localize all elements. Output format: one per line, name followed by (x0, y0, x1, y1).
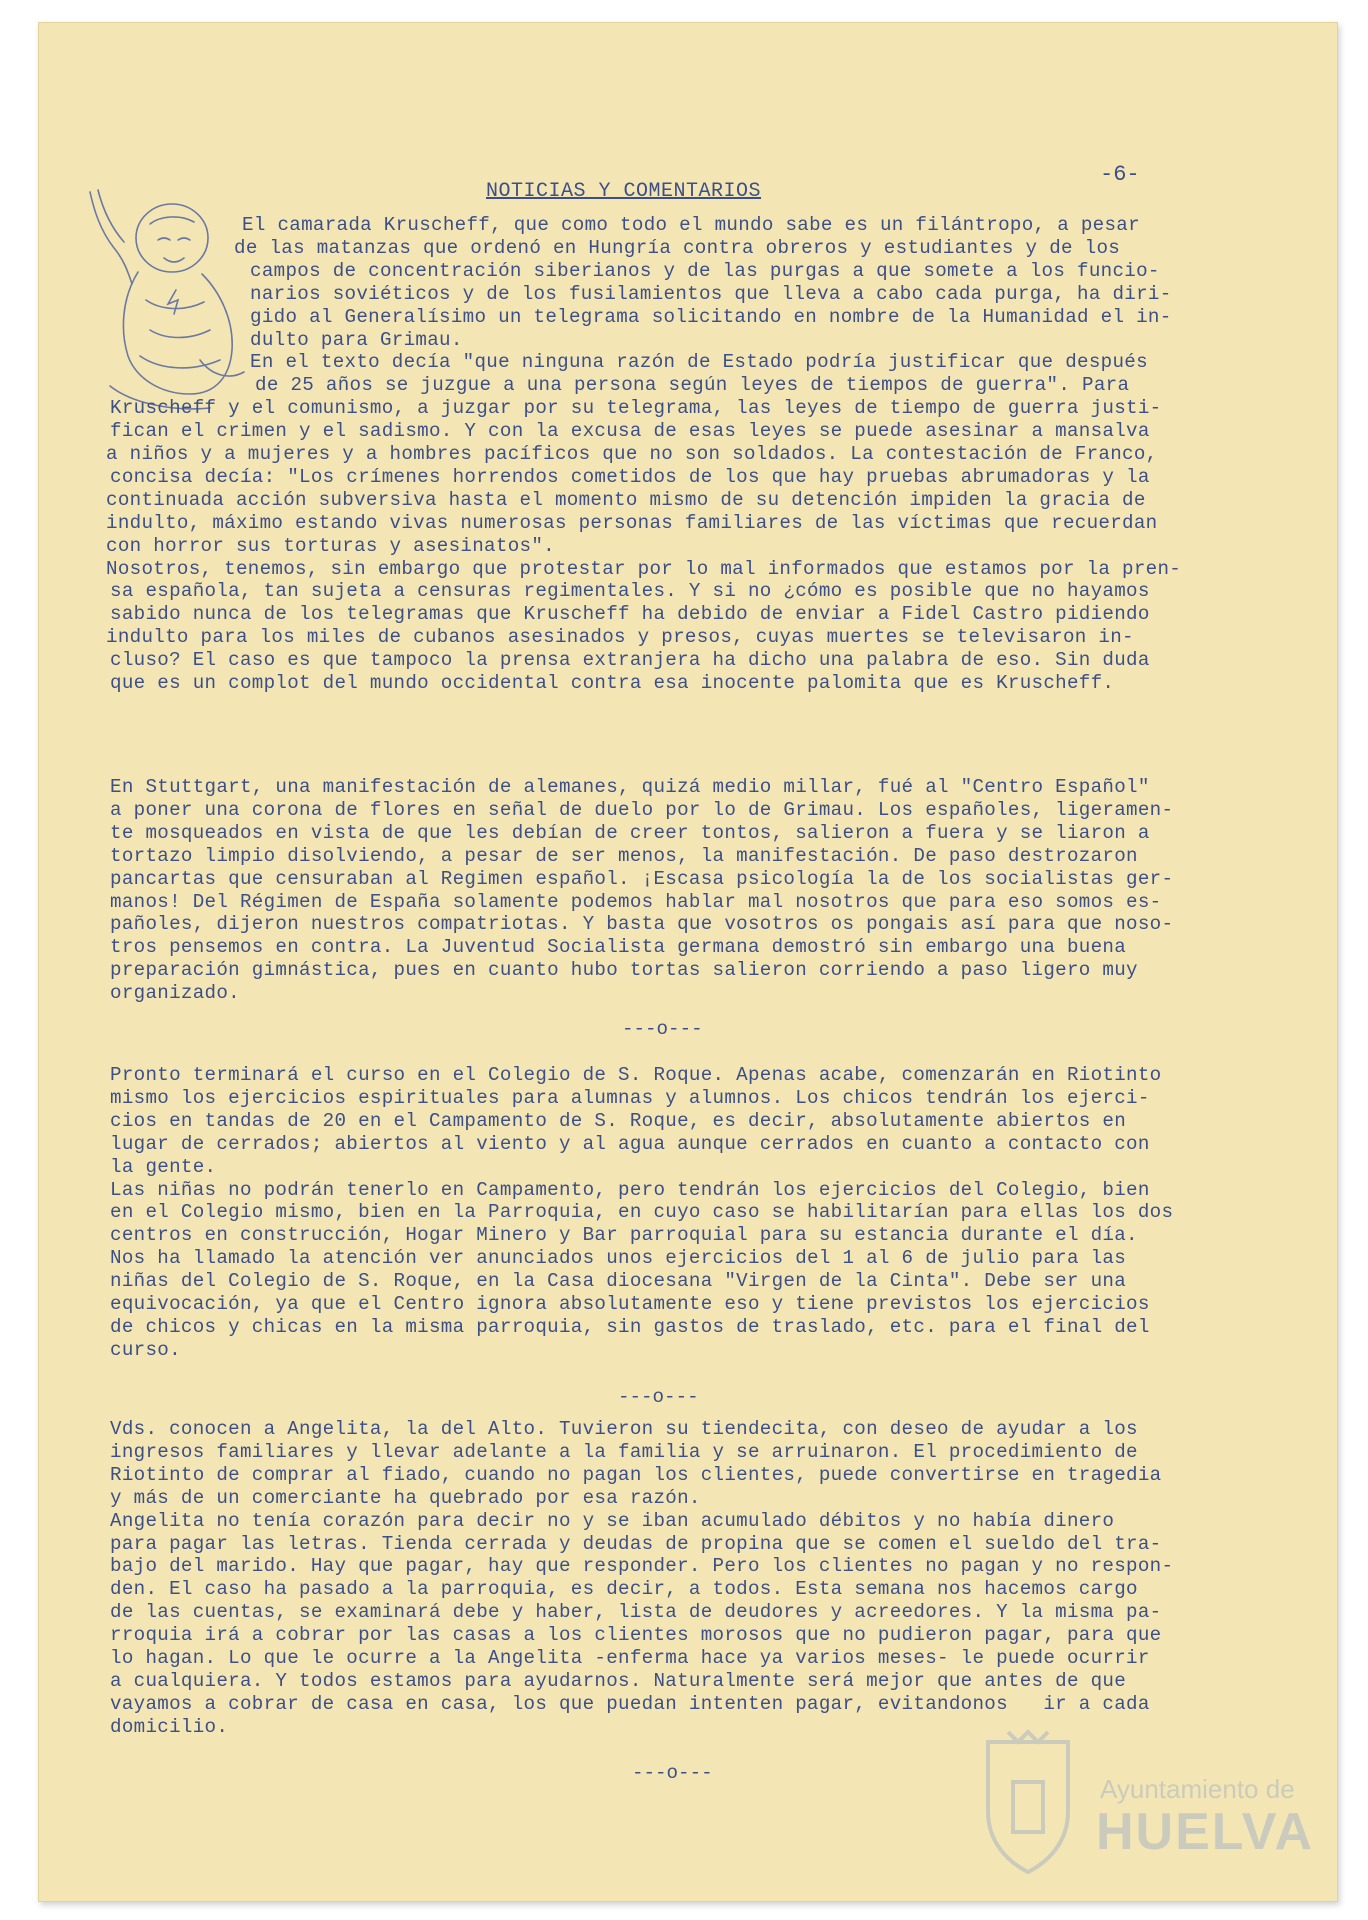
text-line: preparación gimnástica, pues en cuanto hubo tortas salieron corriendo a paso ligero muy (110, 959, 1138, 982)
text-line: Nos ha llamado la atención ver anunciados unos ejercicios del 1 al 6 de julio para las (110, 1247, 1127, 1270)
text-line: narios soviéticos y de los fusilamientos que lleva a cabo cada purga, ha diri- (250, 282, 1172, 305)
text-line: sa española, tan sujeta a censuras regimentales. Y si no ¿cómo es posible que no hayamos (110, 580, 1150, 603)
text-line: concisa decía: "Los crímenes horrendos cometidos de los que hay pruebas abrumadoras y la (110, 465, 1150, 488)
text-line: gido al Generalísimo un telegrama solicitando en nombre de la Humanidad el in- (250, 305, 1172, 328)
text-line: Angelita no tenía corazón para decir no y se iban acumulado débitos y no había dinero (110, 1509, 1115, 1532)
text-line: continuada acción subversiva hasta el momento mismo de su detención impiden la gracia de (106, 488, 1146, 511)
text-line: vayamos a cobrar de casa en casa, los que puedan intenten pagar, evitandonos ir a cada (110, 1692, 1150, 1715)
watermark-line1: Ayuntamiento de (1100, 1774, 1295, 1804)
text-line: fican el crimen y el sadismo. Y con la excusa de esas leyes se puede asesinar a mansalva (110, 420, 1150, 443)
text-line: sabido nunca de los telegramas que Kruscheff ha debido de enviar a Fidel Castro pidiendo (110, 603, 1150, 626)
text-line: y más de un comerciante ha quebrado por esa razón. (110, 1486, 701, 1509)
text-line: campos de concentración siberianos y de las purgas a que somete a los funcio- (250, 259, 1160, 282)
text-line: rroquia irá a cobrar por las casas a los clientes morosos que no pudieron pagar, para que (110, 1624, 1162, 1647)
text-line: mismo los ejercicios espirituales para alumnas y alumnos. Los chicos tendrán los ejerci- (110, 1086, 1150, 1109)
text-line: dulto para Grimau. (250, 328, 463, 351)
text-line: organizado. (110, 982, 240, 1005)
text-line: manos! Del Régimen de España solamente podemos hablar mal nosotros que para eso somos es- (110, 890, 1162, 913)
text-line: centros en construcción, Hogar Minero y Bar parroquial para su estancia durante el día. (110, 1224, 1138, 1247)
text-line: de chicos y chicas en la misma parroquia, sin gastos de traslado, etc. para el final del (110, 1315, 1150, 1338)
text-line: cluso? El caso es que tampoco la prensa extranjera ha dicho una palabra de eso. Sin duda (110, 649, 1150, 672)
text-line: tortazo limpio disolviendo, a pesar de ser menos, la manifestación. De paso destrozaron (110, 844, 1138, 867)
text-line: en el Colegio mismo, bien en la Parroquia, en cuyo caso se habilitarían para ellas los dos (110, 1201, 1174, 1224)
text-line: ingresos familiares y llevar adelante a la familia y se arruinaron. El procedimiento de (110, 1440, 1138, 1463)
text-line: con horror sus torturas y asesinatos". (106, 534, 555, 557)
watermark-logo (968, 1722, 1315, 1882)
text-line: curso. (110, 1338, 181, 1361)
watermark-line2: HUELVA (1096, 1803, 1315, 1861)
text-line: de 25 años se juzgue a una persona según leyes de tiempos de guerra". Para (255, 374, 1130, 397)
text-line: pancartas que censuraban al Regimen español. ¡Escasa psicología la de los socialistas ger- (110, 867, 1174, 890)
text-line: te mosqueados en vista de que les debían de creer tontos, salieron a fuera y se liaron a (110, 821, 1150, 844)
text-line: Pronto terminará el curso en el Colegio de S. Roque. Apenas acabe, comenzarán en Riotinto (110, 1064, 1162, 1086)
text-line: que es un complot del mundo occidental contra esa inocente palomita que es Kruscheff. (110, 672, 1115, 694)
text-line: equivocación, ya que el Centro ignora absolutamente eso y tiene previstos los ejercicios (110, 1293, 1150, 1315)
text-line: En Stuttgart, una manifestación de alemanes, quizá medio millar, fué al "Centro Español" (110, 776, 1150, 798)
text-line: niñas del Colegio de S. Roque, en la Casa diocesana "Virgen de la Cinta". Debe ser una (110, 1270, 1127, 1293)
text-line: Las niñas no podrán tenerlo en Campamento, pero tendrán los ejercicios del Colegio, bien (110, 1178, 1150, 1201)
text-line: a niños y a mujeres y a hombres pacíficos que no son soldados. La contestación de Franco, (106, 443, 1158, 465)
text-line: El camarada Kruscheff, que como todo el mundo sabe es un filántropo, a pesar (242, 214, 1140, 236)
text-line: Nosotros, tenemos, sin embargo que protestar por lo mal informados que estamos por la pren- (106, 557, 1182, 580)
section-title: NOTICIAS Y COMENTARIOS (486, 180, 762, 203)
text-line: den. El caso ha pasado a la parroquia, es decir, a todos. Esta semana nos hacemos cargo (110, 1578, 1138, 1601)
text-line: lugar de cerrados; abiertos al viento y al agua aunque cerrados en cuanto a contacto con (110, 1132, 1150, 1155)
text-line: lo hagan. Lo que le ocurre a la Angelita -enferma hace ya varios meses- le puede ocurrir (110, 1647, 1150, 1669)
section-separator: ---o--- (622, 1018, 703, 1040)
text-line: la gente. (110, 1155, 217, 1178)
text-line: bajo del marido. Hay que pagar, hay que responder. Pero los clientes no pagan y no respon- (110, 1555, 1174, 1578)
city-shield-icon (968, 1722, 1088, 1882)
text-line: indulto, máximo estando vivas numerosas personas familiares de las víctimas que recuerdan (106, 511, 1158, 534)
text-line: de las cuentas, se examinará debe y haber, lista de deudores y acreedores. Y la misma pa- (110, 1601, 1162, 1624)
text-line: para pagar las letras. Tienda cerrada y deudas de propina que se comen el sueldo del tra- (110, 1532, 1162, 1555)
illustration-figure (80, 180, 250, 420)
page-number: -6- (1100, 162, 1140, 187)
text-line: a cualquiera. Y todos estamos para ayudarnos. Naturalmente será mejor que antes de que (110, 1669, 1127, 1692)
text-line: Vds. conocen a Angelita, la del Alto. Tuvieron su tiendecita, con deseo de ayudar a los (110, 1418, 1138, 1440)
text-line: tros pensemos en contra. La Juventud Socialista germana demostró sin embargo una buena (110, 936, 1127, 959)
text-line: a poner una corona de flores en señal de duelo por lo de Grimau. Los españoles, ligeramen- (110, 798, 1174, 821)
text-line: domicilio. (110, 1715, 229, 1738)
section-separator: ---o--- (632, 1762, 713, 1784)
text-line: de las matanzas que ordenó en Hungría contra obreros y estudiantes y de los (234, 236, 1121, 259)
text-line: indulto para los miles de cubanos asesinados y presos, cuyas muertes se televisaron in- (106, 626, 1134, 649)
text-line: cios en tandas de 20 en el Campamento de S. Roque, es decir, absolutamente abiertos en (110, 1109, 1127, 1132)
text-line: En el texto decía "que ninguna razón de Estado podría justificar que después (250, 351, 1148, 374)
text-line: Riotinto de comprar al fiado, cuando no pagan los clientes, puede convertirse en tragedia (110, 1463, 1162, 1486)
text-line: pañoles, dijeron nuestros compatriotas. Y basta que vosotros os pongais así para que noso- (110, 913, 1174, 936)
section-separator: ---o--- (618, 1386, 699, 1408)
text-line: Kruscheff y el comunismo, a juzgar por su telegrama, las leyes de tiempo de guerra justi- (110, 397, 1162, 420)
